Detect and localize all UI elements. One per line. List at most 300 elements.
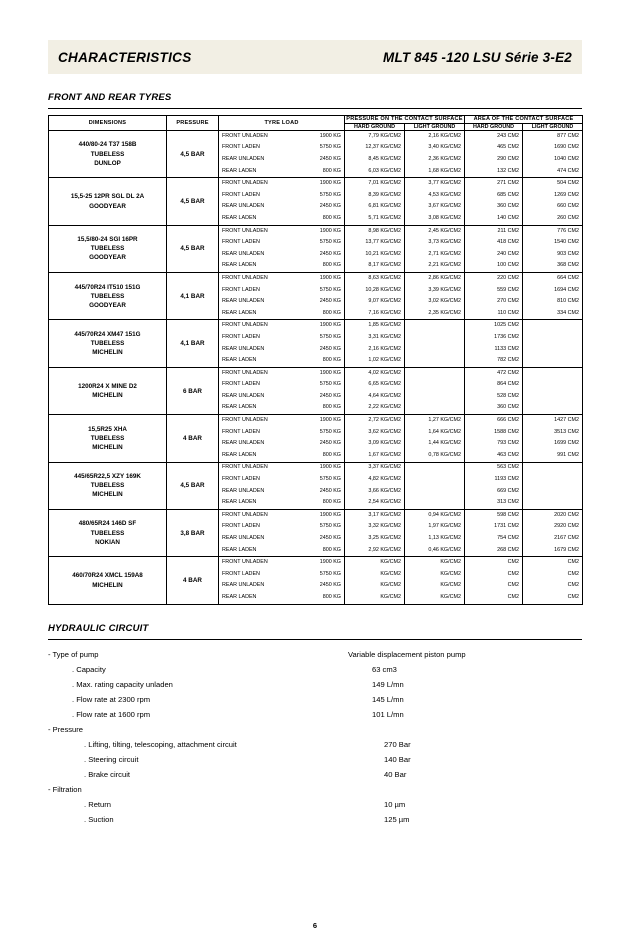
load-label: FRONT UNLADEN (222, 227, 268, 234)
value-cell (523, 463, 582, 475)
spec-row (48, 663, 582, 678)
value-cell: 2,71 KG/CM2 (428, 250, 461, 257)
value-cell: 1427 CM2 (554, 417, 579, 424)
value-cell: 1,44 KG/CM2 (428, 440, 461, 447)
cell-pressure: 4,5 BAR (167, 178, 219, 225)
load-value: 800 KG (322, 546, 341, 553)
value-cell: 0,46 KG/CM2 (428, 546, 461, 553)
load-label: REAR LADEN (222, 546, 257, 553)
value-cell: 669 CM2 (497, 487, 519, 494)
spec-value: 125 µm (384, 815, 410, 825)
value-cell (405, 332, 464, 344)
value-cell: 1736 CM2 (494, 333, 519, 340)
value-cell: 782 CM2 (497, 357, 519, 364)
load-value: 1900 KG (319, 559, 341, 566)
value-cell: 1,97 KG/CM2 (428, 523, 461, 530)
spec-row (48, 648, 582, 663)
load-label: REAR LADEN (222, 451, 257, 458)
load-label: REAR UNLADEN (222, 250, 265, 257)
value-cell: 991 CM2 (557, 451, 579, 458)
cell-pressure: 4 BAR (167, 557, 219, 604)
table-row (49, 367, 583, 414)
value-cell: 3,25 KG/CM2 (368, 535, 401, 541)
cell-pressure-light (405, 367, 465, 414)
load-label: REAR UNLADEN (222, 298, 265, 305)
value-cell: 6,03 KG/CM2 (368, 167, 401, 174)
value-cell: 1269 CM2 (554, 191, 579, 198)
cell-pressure: 6 BAR (167, 367, 219, 414)
load-value: 2450 KG (319, 582, 341, 589)
value-cell: 8,39 KG/CM2 (368, 191, 401, 198)
value-cell: 660 CM2 (557, 203, 579, 210)
spec-row (48, 723, 582, 738)
value-cell: 368 CM2 (557, 262, 579, 269)
load-value: 800 KG (322, 451, 341, 458)
value-cell: CM2 (567, 593, 579, 600)
value-cell (405, 474, 464, 486)
value-cell: 1540 CM2 (554, 239, 579, 246)
spec-row (48, 768, 582, 783)
value-cell: 666 CM2 (497, 417, 519, 424)
cell-pressure: 3,8 BAR (167, 509, 219, 556)
value-cell (523, 320, 582, 332)
cell-pressure-light (405, 273, 465, 320)
tyres-section-divider (48, 108, 582, 109)
value-cell: 3,17 KG/CM2 (368, 511, 401, 518)
value-cell: 418 CM2 (497, 239, 519, 246)
value-cell: 3,02 KG/CM2 (428, 298, 461, 305)
spec-value: 149 L/mn (372, 680, 404, 690)
value-cell: 3,39 KG/CM2 (428, 286, 461, 293)
cell-pressure-hard (345, 462, 405, 509)
cell-pressure-hard (345, 273, 405, 320)
cell-area-hard (465, 130, 523, 177)
load-value: 2450 KG (319, 345, 341, 352)
col-pressure-light-ground: LIGHT GROUND (405, 123, 465, 130)
cell-dimensions: 445/65R22,5 XZY 169K TUBELESS MICHELIN (49, 462, 167, 509)
value-cell (523, 355, 582, 367)
cell-area-hard (465, 367, 523, 414)
cell-area-hard (465, 557, 523, 604)
load-value: 5750 KG (319, 286, 341, 293)
value-cell (405, 486, 464, 498)
value-cell: 313 CM2 (497, 499, 519, 506)
spec-label: . Capacity (72, 665, 106, 675)
value-cell: 1,85 KG/CM2 (368, 322, 401, 329)
cell-area-light (523, 225, 583, 272)
load-label: REAR LADEN (222, 167, 257, 174)
load-value: 5750 KG (319, 476, 341, 483)
load-value: 800 KG (322, 593, 341, 600)
value-cell: 5,71 KG/CM2 (368, 214, 401, 221)
value-cell (523, 486, 582, 498)
value-cell: 4,82 KG/CM2 (368, 476, 401, 483)
value-cell: 2,86 KG/CM2 (428, 274, 461, 281)
load-label: REAR LADEN (222, 357, 257, 364)
value-cell: 1025 CM2 (494, 322, 519, 329)
value-cell: 1679 CM2 (554, 546, 579, 553)
spec-row (48, 798, 582, 813)
cell-area-light (523, 130, 583, 177)
col-dimensions: DIMENSIONS (49, 116, 167, 131)
load-value: 800 KG (322, 357, 341, 364)
cell-dimensions: 445/70R24 XM47 151G TUBELESS MICHELIN (49, 320, 167, 367)
load-value: 1900 KG (319, 369, 341, 376)
value-cell: 3,09 KG/CM2 (368, 440, 401, 447)
value-cell: 2,36 KG/CM2 (428, 156, 461, 162)
value-cell (405, 344, 464, 356)
value-cell: 2,22 KG/CM2 (368, 404, 401, 411)
cell-dimensions: 460/70R24 XMCL 159A8 MICHELIN (49, 557, 167, 604)
value-cell: 2,16 KG/CM2 (368, 345, 401, 352)
load-value: 800 KG (322, 167, 341, 174)
load-value: 800 KG (322, 499, 341, 506)
cell-tyre-load (219, 130, 345, 177)
load-label: FRONT UNLADEN (222, 132, 268, 139)
value-cell (405, 355, 464, 367)
value-cell (523, 474, 582, 486)
load-value: 5750 KG (319, 191, 341, 198)
load-label: FRONT LADEN (222, 476, 260, 483)
value-cell: 472 CM2 (497, 369, 519, 376)
col-contact-area: AREA OF THE CONTACT SURFACE (465, 116, 583, 124)
value-cell: CM2 (507, 582, 519, 589)
load-label: FRONT LADEN (222, 428, 260, 435)
value-cell: 220 CM2 (497, 274, 519, 281)
spec-row (48, 678, 582, 693)
load-label: FRONT LADEN (222, 333, 260, 340)
value-cell: 0,78 KG/CM2 (428, 451, 461, 458)
load-label: FRONT UNLADEN (222, 322, 268, 329)
load-value: 5750 KG (319, 428, 341, 435)
cell-pressure: 4,5 BAR (167, 225, 219, 272)
value-cell: 4,64 KG/CM2 (368, 392, 401, 399)
load-value: 2450 KG (319, 392, 341, 399)
cell-dimensions: 15,5/80-24 SGI 16PR TUBELESS GOODYEAR (49, 225, 167, 272)
cell-area-hard (465, 462, 523, 509)
cell-dimensions: 480/65R24 146D SF TUBELESS NOKIAN (49, 509, 167, 556)
spec-value: 10 µm (384, 800, 406, 810)
load-label: REAR UNLADEN (222, 345, 265, 352)
value-cell: 2,72 KG/CM2 (368, 417, 401, 424)
spec-label: . Max. rating capacity unladen (72, 680, 173, 690)
value-cell: 1040 CM2 (554, 156, 579, 162)
cell-area-light (523, 462, 583, 509)
load-label: REAR LADEN (222, 214, 257, 221)
cell-dimensions: 440/80-24 T37 158B TUBELESS DUNLOP (49, 130, 167, 177)
spec-row (48, 738, 582, 753)
load-value: 2450 KG (319, 203, 341, 210)
load-value: 1900 KG (319, 464, 341, 471)
value-cell: 559 CM2 (497, 286, 519, 293)
value-cell: 9,07 KG/CM2 (368, 298, 401, 305)
load-value: 2450 KG (319, 298, 341, 305)
load-value: 1900 KG (319, 132, 341, 139)
load-value: 2450 KG (319, 535, 341, 541)
col-area-light-ground: LIGHT GROUND (523, 123, 583, 130)
load-label: FRONT LADEN (222, 144, 260, 151)
value-cell: 463 CM2 (497, 451, 519, 458)
load-value: 1900 KG (319, 274, 341, 281)
value-cell: 3,31 KG/CM2 (368, 333, 401, 340)
load-label: FRONT LADEN (222, 286, 260, 293)
value-cell: 3,77 KG/CM2 (428, 180, 461, 187)
value-cell (523, 403, 582, 415)
load-value: 800 KG (322, 214, 341, 221)
value-cell (523, 391, 582, 403)
value-cell: KG/CM2 (380, 593, 401, 600)
tyres-table (48, 115, 583, 605)
load-value: 2450 KG (319, 487, 341, 494)
spec-value: 63 cm3 (372, 665, 397, 675)
table-row (49, 462, 583, 509)
value-cell: 110 CM2 (497, 309, 519, 316)
value-cell: 3,66 KG/CM2 (368, 487, 401, 494)
col-pressure-hard-ground: HARD GROUND (345, 123, 405, 130)
value-cell: 6,65 KG/CM2 (368, 381, 401, 388)
cell-pressure-light (405, 225, 465, 272)
spec-value: 101 L/mn (372, 710, 404, 720)
spec-row (48, 783, 582, 798)
load-value: 800 KG (322, 262, 341, 269)
load-value: 2450 KG (319, 250, 341, 257)
load-value: 5750 KG (319, 333, 341, 340)
value-cell: 10,28 KG/CM2 (365, 286, 401, 293)
value-cell: 360 CM2 (497, 203, 519, 210)
value-cell (523, 368, 582, 380)
value-cell: 8,63 KG/CM2 (368, 274, 401, 281)
value-cell: 1,68 KG/CM2 (428, 167, 461, 174)
value-cell: 12,37 KG/CM2 (365, 144, 401, 151)
value-cell: 504 CM2 (557, 180, 579, 187)
value-cell: 2,92 KG/CM2 (368, 546, 401, 553)
value-cell: 8,98 KG/CM2 (368, 227, 401, 234)
spec-label: . Brake circuit (84, 770, 130, 780)
cell-pressure-light (405, 415, 465, 462)
value-cell: 2920 CM2 (554, 523, 579, 530)
spec-label: . Lifting, tilting, telescoping, attachment circuit (84, 740, 237, 750)
cell-pressure-hard (345, 557, 405, 604)
value-cell: 1694 CM2 (554, 286, 579, 293)
cell-pressure-light (405, 178, 465, 225)
spec-label: . Flow rate at 1600 rpm (72, 710, 151, 720)
value-cell: 290 CM2 (497, 156, 519, 162)
hydraulic-section-title: HYDRAULIC CIRCUIT (48, 622, 149, 634)
cell-tyre-load (219, 225, 345, 272)
load-value: 800 KG (322, 404, 341, 411)
value-cell: 3,67 KG/CM2 (428, 203, 461, 210)
load-label: FRONT UNLADEN (222, 369, 268, 376)
cell-pressure-hard (345, 130, 405, 177)
load-value: 1900 KG (319, 417, 341, 424)
value-cell (405, 368, 464, 380)
load-label: FRONT UNLADEN (222, 417, 268, 424)
tyres-table-body (49, 130, 583, 604)
value-cell: 4,53 KG/CM2 (428, 191, 461, 198)
value-cell: 1,64 KG/CM2 (428, 428, 461, 435)
value-cell: 754 CM2 (497, 535, 519, 541)
value-cell: 334 CM2 (557, 309, 579, 316)
value-cell: 2,16 KG/CM2 (428, 132, 461, 139)
value-cell: 1731 CM2 (494, 523, 519, 530)
cell-pressure-hard (345, 178, 405, 225)
value-cell: 271 CM2 (497, 180, 519, 187)
value-cell: 13,77 KG/CM2 (365, 239, 401, 246)
spec-value: 145 L/mn (372, 695, 404, 705)
load-label: FRONT UNLADEN (222, 274, 268, 281)
value-cell: 211 CM2 (497, 227, 519, 234)
value-cell: 7,16 KG/CM2 (368, 309, 401, 316)
table-row (49, 320, 583, 367)
value-cell (523, 332, 582, 344)
value-cell: 598 CM2 (497, 511, 519, 518)
spec-value: 270 Bar (384, 740, 411, 750)
cell-dimensions: 15,5-25 12PR SGL DL 2A GOODYEAR (49, 178, 167, 225)
load-label: REAR LADEN (222, 593, 257, 600)
cell-tyre-load (219, 462, 345, 509)
value-cell: CM2 (567, 559, 579, 566)
spec-row (48, 753, 582, 768)
cell-pressure-hard (345, 509, 405, 556)
page-header (48, 40, 582, 74)
value-cell: 1588 CM2 (494, 428, 519, 435)
load-value: 1900 KG (319, 322, 341, 329)
value-cell: 2,35 KG/CM2 (428, 309, 461, 316)
value-cell: 2020 CM2 (554, 511, 579, 518)
cell-area-hard (465, 178, 523, 225)
col-tyre-load: TYRE LOAD (219, 116, 345, 131)
value-cell: KG/CM2 (440, 559, 461, 566)
value-cell: 810 CM2 (557, 298, 579, 305)
load-value: 5750 KG (319, 144, 341, 151)
table-row (49, 415, 583, 462)
value-cell: 8,45 KG/CM2 (368, 156, 401, 162)
cell-tyre-load (219, 415, 345, 462)
value-cell: 903 CM2 (557, 250, 579, 257)
value-cell: 864 CM2 (497, 381, 519, 388)
cell-area-hard (465, 320, 523, 367)
spec-label: - Pressure (48, 725, 84, 735)
cell-area-light (523, 178, 583, 225)
load-value: 1900 KG (319, 227, 341, 234)
value-cell: 240 CM2 (497, 250, 519, 257)
cell-tyre-load (219, 273, 345, 320)
spec-label: - Filtration (48, 785, 82, 795)
table-row (49, 130, 583, 177)
value-cell: 10,21 KG/CM2 (365, 250, 401, 257)
value-cell: CM2 (507, 570, 519, 577)
value-cell: KG/CM2 (440, 593, 461, 600)
value-cell: 877 CM2 (557, 132, 579, 139)
cell-pressure-hard (345, 367, 405, 414)
cell-pressure-light (405, 462, 465, 509)
hydraulic-spec-list (48, 648, 582, 828)
value-cell: CM2 (507, 593, 519, 600)
cell-pressure-hard (345, 415, 405, 462)
load-label: REAR LADEN (222, 262, 257, 269)
table-row (49, 273, 583, 320)
cell-pressure-light (405, 509, 465, 556)
spec-label: - Type of pump (48, 650, 99, 660)
value-cell: 3,73 KG/CM2 (428, 239, 461, 246)
spec-row (48, 693, 582, 708)
load-label: FRONT UNLADEN (222, 511, 268, 518)
load-label: REAR UNLADEN (222, 440, 265, 447)
value-cell: 1193 CM2 (494, 476, 519, 483)
spec-label: . Steering circuit (84, 755, 139, 765)
cell-pressure-light (405, 320, 465, 367)
value-cell: 563 CM2 (497, 464, 519, 471)
value-cell: 132 CM2 (497, 167, 519, 174)
value-cell: 474 CM2 (557, 167, 579, 174)
cell-area-hard (465, 225, 523, 272)
cell-pressure: 4,1 BAR (167, 273, 219, 320)
spec-value: 140 Bar (384, 755, 411, 765)
value-cell: 1,67 KG/CM2 (368, 451, 401, 458)
load-value: 5750 KG (319, 523, 341, 530)
load-label: FRONT UNLADEN (222, 559, 268, 566)
value-cell: 3513 CM2 (554, 428, 579, 435)
spec-label: . Flow rate at 2300 rpm (72, 695, 151, 705)
value-cell: 243 CM2 (497, 132, 519, 139)
cell-area-light (523, 320, 583, 367)
cell-pressure: 4 BAR (167, 415, 219, 462)
value-cell: KG/CM2 (440, 570, 461, 577)
load-label: FRONT UNLADEN (222, 180, 268, 187)
cell-tyre-load (219, 178, 345, 225)
tyres-section-title: FRONT AND REAR TYRES (48, 92, 172, 103)
load-label: FRONT LADEN (222, 191, 260, 198)
value-cell: CM2 (507, 559, 519, 566)
value-cell (405, 391, 464, 403)
col-area-hard-ground: HARD GROUND (465, 123, 523, 130)
value-cell (405, 320, 464, 332)
value-cell: 7,01 KG/CM2 (368, 180, 401, 187)
value-cell (523, 344, 582, 356)
value-cell: KG/CM2 (380, 582, 401, 589)
load-value: 2450 KG (319, 440, 341, 447)
cell-area-light (523, 273, 583, 320)
cell-dimensions: 1200R24 X MINE D2 MICHELIN (49, 367, 167, 414)
value-cell: 8,17 KG/CM2 (368, 262, 401, 269)
page (0, 40, 630, 952)
value-cell (405, 463, 464, 475)
value-cell: 4,02 KG/CM2 (368, 369, 401, 376)
load-label: FRONT LADEN (222, 381, 260, 388)
value-cell: 3,32 KG/CM2 (368, 523, 401, 530)
value-cell: 360 CM2 (497, 404, 519, 411)
table-row (49, 225, 583, 272)
cell-dimensions: 445/70R24 IT510 151G TUBELESS GOODYEAR (49, 273, 167, 320)
value-cell: KG/CM2 (380, 570, 401, 577)
value-cell (405, 403, 464, 415)
spec-row (48, 708, 582, 723)
load-label: FRONT LADEN (222, 523, 260, 530)
value-cell (405, 497, 464, 509)
load-value: 5750 KG (319, 239, 341, 246)
value-cell: 1699 CM2 (554, 440, 579, 447)
load-label: REAR LADEN (222, 499, 257, 506)
table-row (49, 509, 583, 556)
cell-pressure-hard (345, 225, 405, 272)
value-cell (405, 379, 464, 391)
cell-dimensions: 15,5R25 XHA TUBELESS MICHELIN (49, 415, 167, 462)
value-cell: 1,27 KG/CM2 (428, 417, 461, 424)
load-label: REAR UNLADEN (222, 203, 265, 210)
load-label: REAR LADEN (222, 309, 257, 316)
page-number: 6 (312, 921, 318, 930)
cell-pressure-light (405, 557, 465, 604)
